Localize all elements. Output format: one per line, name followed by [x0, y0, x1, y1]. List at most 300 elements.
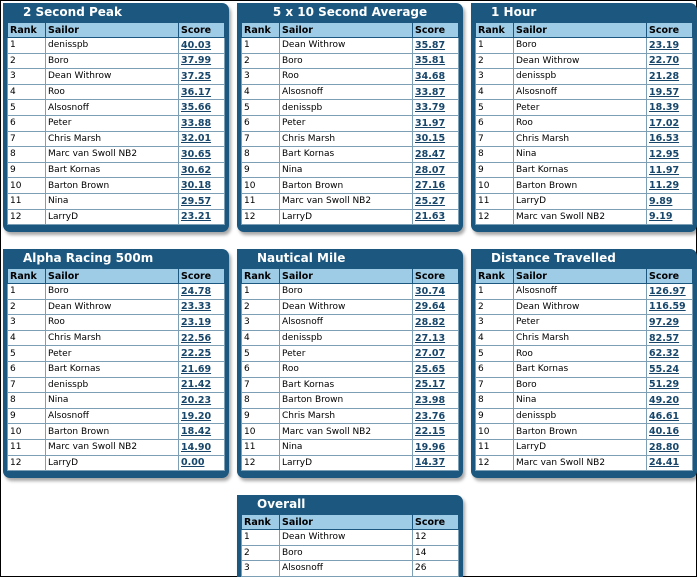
sailor-cell: Boro: [280, 284, 413, 300]
rank-cell: 1: [242, 530, 280, 546]
rank-cell: 4: [476, 330, 514, 346]
table-row: [476, 424, 693, 440]
table-row: [8, 393, 225, 409]
score-link[interactable]: 28.07: [415, 164, 446, 176]
score-cell: [179, 147, 225, 163]
sailor-cell: Nina: [514, 393, 647, 409]
sailor-cell: Alsosnoff: [280, 561, 413, 577]
table-row: [476, 84, 693, 100]
rank-cell: 8: [476, 147, 514, 163]
score-link[interactable]: 9.89: [649, 195, 673, 207]
table-row: [242, 561, 459, 577]
sailor-cell: Barton Brown: [280, 178, 413, 194]
score-cell: 14: [413, 545, 459, 561]
score-link[interactable]: 19.96: [415, 441, 446, 453]
table-row: [8, 439, 225, 455]
sailor-cell: Barton Brown: [514, 424, 647, 440]
table-row: [242, 408, 459, 424]
score-link[interactable]: 20.23: [181, 394, 212, 406]
score-cell: [647, 439, 693, 455]
rank-cell: 11: [476, 439, 514, 455]
score-cell: [647, 315, 693, 331]
score-link[interactable]: 28.47: [415, 148, 446, 160]
score-cell: [179, 115, 225, 131]
score-cell: [179, 84, 225, 100]
sailor-cell: Roo: [280, 69, 413, 85]
score-link[interactable]: 55.24: [649, 363, 680, 375]
rank-cell: 10: [8, 178, 46, 194]
score-link[interactable]: 9.19: [649, 211, 673, 223]
table-row: [8, 84, 225, 100]
table-row: [476, 53, 693, 69]
table-row: [8, 115, 225, 131]
table-row: [8, 100, 225, 116]
score-link[interactable]: 24.78: [181, 285, 212, 297]
score-link[interactable]: 29.64: [415, 301, 446, 313]
score-cell: [413, 100, 459, 116]
sailor-cell: Marc van Swoll NB2: [46, 439, 179, 455]
sailor-cell: Boro: [514, 38, 647, 54]
score-link[interactable]: 21.28: [649, 70, 680, 82]
rank-cell: 10: [476, 178, 514, 194]
rank-cell: 3: [242, 561, 280, 577]
score-link[interactable]: 16.53: [649, 133, 680, 145]
sailor-cell: Nina: [514, 147, 647, 163]
score-cell: [413, 115, 459, 131]
panel-distance-travelled: [471, 249, 697, 478]
table-row: [476, 299, 693, 315]
sailor-header: Sailor: [514, 23, 647, 38]
sailor-cell: Barton Brown: [46, 178, 179, 194]
rank-cell: 4: [242, 84, 280, 100]
sailor-header: Sailor: [514, 269, 647, 284]
score-link[interactable]: 23.21: [181, 211, 212, 223]
panel-title: Overall: [257, 497, 306, 511]
sailor-cell: Bart Kornas: [514, 162, 647, 178]
table-row: [476, 100, 693, 116]
table-row: [476, 209, 693, 225]
score-link[interactable]: 31.97: [415, 117, 446, 129]
table-row: [476, 193, 693, 209]
score-cell: [179, 53, 225, 69]
score-link[interactable]: 30.15: [415, 133, 446, 145]
score-cell: [413, 162, 459, 178]
score-cell: [647, 424, 693, 440]
panel-1-hour: [471, 3, 697, 232]
score-cell: [179, 330, 225, 346]
table-row: [8, 346, 225, 362]
sailor-cell: Chris Marsh: [46, 131, 179, 147]
header-row: [242, 23, 459, 38]
score-cell: [647, 299, 693, 315]
table-row: [476, 115, 693, 131]
leaderboard-table: [475, 22, 693, 225]
sailor-cell: Marc van Swoll NB2: [280, 193, 413, 209]
score-cell: [647, 84, 693, 100]
sailor-cell: denisspb: [514, 69, 647, 85]
score-link[interactable]: 11.29: [649, 180, 680, 192]
score-link[interactable]: 22.15: [415, 426, 446, 438]
score-link[interactable]: 28.80: [649, 441, 680, 453]
score-cell: [179, 69, 225, 85]
rank-cell: 8: [242, 147, 280, 163]
score-header: Score: [413, 515, 459, 530]
rank-header: Rank: [242, 515, 280, 530]
score-link[interactable]: 46.61: [649, 410, 680, 422]
score-link[interactable]: 18.42: [181, 426, 212, 438]
table-row: [242, 193, 459, 209]
score-link[interactable]: 27.16: [415, 180, 446, 192]
score-cell: [647, 393, 693, 409]
score-link[interactable]: 37.25: [181, 70, 212, 82]
sailor-cell: Alsosnoff: [46, 100, 179, 116]
table-row: [476, 315, 693, 331]
table-row: [8, 147, 225, 163]
score-cell: [413, 147, 459, 163]
rank-cell: 8: [8, 393, 46, 409]
sailor-cell: Marc van Swoll NB2: [280, 424, 413, 440]
score-link[interactable]: 28.82: [415, 316, 446, 328]
score-link[interactable]: 32.01: [181, 133, 212, 145]
score-cell: [647, 377, 693, 393]
score-cell: [413, 178, 459, 194]
score-link[interactable]: 33.88: [181, 117, 212, 129]
rank-cell: 9: [476, 162, 514, 178]
rank-cell: 9: [8, 408, 46, 424]
sailor-cell: Dean Withrow: [514, 53, 647, 69]
rank-cell: 2: [476, 299, 514, 315]
table-row: [242, 131, 459, 147]
sailor-cell: denisspb: [280, 330, 413, 346]
score-cell: [179, 439, 225, 455]
leaderboard-table: [241, 268, 459, 471]
score-cell: [647, 100, 693, 116]
table-row: [476, 131, 693, 147]
rank-cell: 11: [8, 439, 46, 455]
table-row: [242, 424, 459, 440]
table-row: [476, 393, 693, 409]
sailor-cell: Chris Marsh: [514, 330, 647, 346]
score-link[interactable]: 35.81: [415, 55, 446, 67]
panel-5x10-second-average: [237, 3, 463, 232]
rank-cell: 12: [476, 455, 514, 471]
score-cell: [179, 178, 225, 194]
rank-cell: 2: [8, 53, 46, 69]
rank-cell: 6: [476, 361, 514, 377]
score-link[interactable]: 25.65: [415, 363, 446, 375]
score-link[interactable]: 30.62: [181, 164, 212, 176]
score-header: Score: [179, 269, 225, 284]
sailor-cell: Dean Withrow: [46, 69, 179, 85]
sailor-cell: Bart Kornas: [514, 361, 647, 377]
sailor-cell: Peter: [46, 115, 179, 131]
sailor-cell: Alsosnoff: [46, 408, 179, 424]
sailor-cell: Marc van Swoll NB2: [46, 147, 179, 163]
table-row: [8, 178, 225, 194]
score-link[interactable]: 23.98: [415, 394, 446, 406]
rank-header: Rank: [242, 269, 280, 284]
sailor-cell: LarryD: [514, 193, 647, 209]
score-cell: [179, 193, 225, 209]
sailor-cell: Roo: [514, 346, 647, 362]
rank-cell: 6: [8, 361, 46, 377]
score-cell: [179, 162, 225, 178]
score-link[interactable]: 49.20: [649, 394, 680, 406]
table-row: [242, 393, 459, 409]
sailor-header: Sailor: [280, 515, 413, 530]
table-row: [476, 178, 693, 194]
score-link[interactable]: 24.41: [649, 457, 680, 469]
table-row: [8, 131, 225, 147]
sailor-cell: Barton Brown: [514, 178, 647, 194]
table-row: [8, 69, 225, 85]
score-cell: 12: [413, 530, 459, 546]
score-link[interactable]: 19.57: [649, 86, 680, 98]
score-link[interactable]: 18.39: [649, 102, 680, 114]
score-cell: [647, 131, 693, 147]
score-cell: [413, 299, 459, 315]
table-row: [476, 377, 693, 393]
header-row: [476, 269, 693, 284]
score-cell: [179, 38, 225, 54]
rank-cell: 9: [476, 408, 514, 424]
table-row: [476, 147, 693, 163]
rank-cell: 2: [242, 545, 280, 561]
panel-title: 5 x 10 Second Average: [272, 5, 428, 19]
sailor-cell: Roo: [280, 361, 413, 377]
score-link[interactable]: 30.65: [181, 148, 212, 160]
sailor-cell: Alsosnoff: [514, 284, 647, 300]
rank-cell: 11: [242, 439, 280, 455]
score-cell: [413, 38, 459, 54]
score-cell: [647, 69, 693, 85]
leaderboard-table: [7, 22, 225, 225]
rank-cell: 5: [476, 346, 514, 362]
table-row: [242, 53, 459, 69]
leaderboard-table: [7, 268, 225, 471]
rank-cell: 2: [476, 53, 514, 69]
score-link[interactable]: 126.97: [649, 285, 686, 297]
score-cell: [647, 38, 693, 54]
rank-header: Rank: [8, 269, 46, 284]
score-link[interactable]: 21.42: [181, 379, 212, 391]
score-cell: [647, 193, 693, 209]
score-link[interactable]: 82.57: [649, 332, 680, 344]
table-row: [8, 38, 225, 54]
rank-cell: 7: [242, 131, 280, 147]
rank-cell: 7: [8, 377, 46, 393]
score-link[interactable]: 27.13: [415, 332, 446, 344]
score-link[interactable]: 23.19: [649, 39, 680, 51]
sailor-cell: Dean Withrow: [514, 299, 647, 315]
score-link[interactable]: 21.63: [415, 211, 446, 223]
table-row: [242, 299, 459, 315]
score-link[interactable]: 29.57: [181, 195, 212, 207]
sailor-header: Sailor: [46, 269, 179, 284]
rank-cell: 4: [8, 330, 46, 346]
score-link[interactable]: 25.27: [415, 195, 446, 207]
sailor-cell: Dean Withrow: [46, 299, 179, 315]
rank-cell: 5: [8, 100, 46, 116]
sailor-cell: Chris Marsh: [280, 131, 413, 147]
rank-cell: 9: [242, 162, 280, 178]
score-cell: [413, 193, 459, 209]
score-link[interactable]: 33.79: [415, 102, 446, 114]
score-cell: [413, 346, 459, 362]
score-link[interactable]: 97.29: [649, 316, 680, 328]
rank-cell: 3: [476, 315, 514, 331]
score-link[interactable]: 12.95: [649, 148, 680, 160]
sailor-cell: Boro: [46, 284, 179, 300]
rank-cell: 7: [476, 377, 514, 393]
table-row: [476, 69, 693, 85]
table-row: [8, 299, 225, 315]
score-link[interactable]: 30.74: [415, 285, 446, 297]
score-cell: [179, 408, 225, 424]
rank-cell: 8: [476, 393, 514, 409]
score-link[interactable]: 19.20: [181, 410, 212, 422]
panel-title: 2 Second Peak: [23, 5, 122, 19]
table-row: [8, 361, 225, 377]
rank-cell: 11: [476, 193, 514, 209]
table-row: [8, 315, 225, 331]
sailor-header: Sailor: [280, 269, 413, 284]
score-cell: [413, 284, 459, 300]
rank-cell: 1: [476, 284, 514, 300]
score-cell: [647, 162, 693, 178]
panel-title: Distance Travelled: [491, 251, 616, 265]
score-link[interactable]: 0.00: [181, 457, 205, 469]
sailor-cell: denisspb: [46, 38, 179, 54]
rank-cell: 2: [242, 299, 280, 315]
score-cell: [647, 53, 693, 69]
sailor-cell: Dean Withrow: [280, 530, 413, 546]
score-cell: [647, 408, 693, 424]
table-row: [242, 315, 459, 331]
rank-cell: 7: [476, 131, 514, 147]
sailor-cell: Boro: [46, 53, 179, 69]
table-row: [242, 361, 459, 377]
table-row: [242, 545, 459, 561]
rank-cell: 5: [476, 100, 514, 116]
score-link[interactable]: 22.25: [181, 348, 212, 360]
rank-header: Rank: [476, 269, 514, 284]
sailor-cell: LarryD: [280, 455, 413, 471]
sailor-cell: Roo: [46, 315, 179, 331]
score-link[interactable]: 51.29: [649, 379, 680, 391]
header-row: [242, 515, 459, 530]
score-cell: [647, 346, 693, 362]
rank-cell: 1: [8, 38, 46, 54]
rank-cell: 8: [8, 147, 46, 163]
rank-cell: 6: [476, 115, 514, 131]
rank-cell: 9: [242, 408, 280, 424]
sailor-cell: denisspb: [514, 408, 647, 424]
rank-cell: 1: [476, 38, 514, 54]
score-link[interactable]: 22.70: [649, 55, 680, 67]
score-link[interactable]: 33.87: [415, 86, 446, 98]
table-row: [242, 209, 459, 225]
score-link[interactable]: 11.97: [649, 164, 680, 176]
score-link[interactable]: 40.03: [181, 39, 212, 51]
score-link[interactable]: 22.56: [181, 332, 212, 344]
table-row: [8, 424, 225, 440]
score-link[interactable]: 14.90: [181, 441, 212, 453]
sailor-cell: Nina: [46, 193, 179, 209]
score-link[interactable]: 23.19: [181, 316, 212, 328]
score-cell: [179, 299, 225, 315]
score-header: Score: [647, 23, 693, 38]
score-link[interactable]: 35.87: [415, 39, 446, 51]
score-link[interactable]: 23.33: [181, 301, 212, 313]
sailor-cell: Roo: [46, 84, 179, 100]
score-link[interactable]: 25.17: [415, 379, 446, 391]
table-row: [242, 38, 459, 54]
score-link[interactable]: 36.17: [181, 86, 212, 98]
score-cell: [413, 84, 459, 100]
header-row: [8, 23, 225, 38]
score-link[interactable]: 37.99: [181, 55, 212, 67]
score-link[interactable]: 23.76: [415, 410, 446, 422]
score-header: Score: [413, 23, 459, 38]
score-link[interactable]: 17.02: [649, 117, 680, 129]
header-row: [8, 269, 225, 284]
rank-cell: 10: [242, 424, 280, 440]
table-row: [8, 209, 225, 225]
sailor-cell: Marc van Swoll NB2: [514, 209, 647, 225]
rank-cell: 10: [476, 424, 514, 440]
sailor-cell: LarryD: [46, 455, 179, 471]
score-link[interactable]: 21.69: [181, 363, 212, 375]
score-link[interactable]: 116.59: [649, 301, 686, 313]
table-row: [242, 178, 459, 194]
panel-title: Nautical Mile: [257, 251, 346, 265]
table-row: [476, 346, 693, 362]
table-row: [476, 408, 693, 424]
sailor-cell: Nina: [46, 393, 179, 409]
sailor-cell: Bart Kornas: [46, 162, 179, 178]
panel-alpha-racing-500m: [3, 249, 229, 478]
sailor-cell: Chris Marsh: [46, 330, 179, 346]
sailor-cell: Peter: [514, 100, 647, 116]
rank-header: Rank: [476, 23, 514, 38]
score-link[interactable]: 27.07: [415, 348, 446, 360]
sailor-cell: Marc van Swoll NB2: [514, 455, 647, 471]
panel-title: 1 Hour: [491, 5, 537, 19]
table-row: [242, 377, 459, 393]
score-link[interactable]: 35.66: [181, 102, 212, 114]
score-link[interactable]: 62.32: [649, 348, 680, 360]
score-cell: [179, 346, 225, 362]
score-cell: [413, 330, 459, 346]
score-link[interactable]: 14.37: [415, 457, 446, 469]
score-cell: [647, 147, 693, 163]
score-header: Score: [647, 269, 693, 284]
score-cell: [647, 284, 693, 300]
table-row: [242, 455, 459, 471]
score-cell: [179, 424, 225, 440]
sailor-cell: Peter: [46, 346, 179, 362]
sailor-cell: LarryD: [46, 209, 179, 225]
score-link[interactable]: 40.16: [649, 426, 680, 438]
rank-cell: 12: [242, 455, 280, 471]
score-link[interactable]: 34.68: [415, 70, 446, 82]
rank-cell: 6: [242, 115, 280, 131]
rank-cell: 1: [242, 38, 280, 54]
score-link[interactable]: 30.18: [181, 180, 212, 192]
score-cell: [413, 53, 459, 69]
score-cell: [647, 178, 693, 194]
